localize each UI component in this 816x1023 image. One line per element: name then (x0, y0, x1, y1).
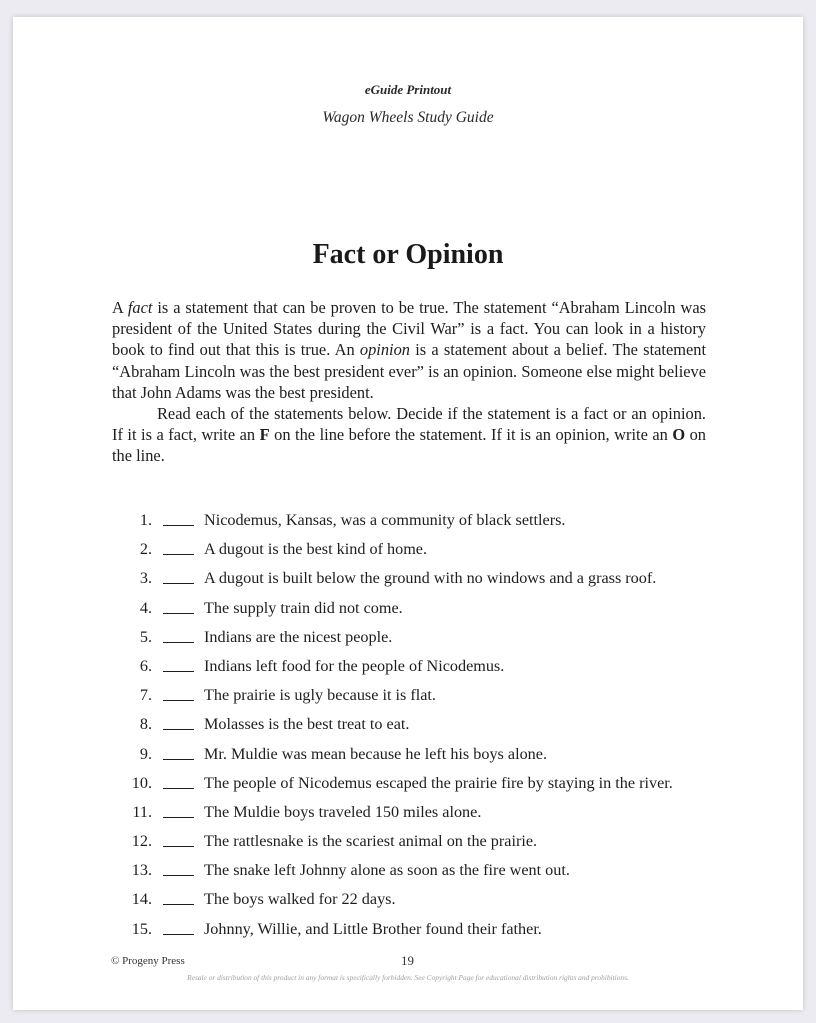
question-statement: The rattlesnake is the scariest animal on the prairie. (204, 832, 538, 851)
question-item (112, 774, 732, 803)
intro-paragraph-definition (112, 297, 706, 403)
question-number: 5. (139, 627, 152, 646)
footer-copyright: © Progeny Press (111, 955, 185, 967)
answer-blank[interactable] (163, 688, 194, 701)
question-item (112, 511, 732, 540)
question-number: 10. (131, 773, 152, 792)
answer-blank[interactable] (163, 513, 194, 526)
answer-blank[interactable] (163, 747, 194, 760)
question-statement: Mr. Muldie was mean because he left his boys alone. (204, 744, 547, 763)
question-number: 8. (139, 715, 152, 734)
question-statement: Molasses is the best treat to eat. (204, 715, 410, 734)
answer-blank[interactable] (163, 601, 194, 614)
answer-blank[interactable] (163, 892, 194, 905)
question-item (112, 803, 732, 832)
question-item (112, 628, 732, 657)
page-number: 19 (401, 953, 414, 968)
question-number: 13. (131, 861, 152, 880)
question-number: 1. (139, 511, 152, 529)
question-statement: A dugout is the best kind of home. (204, 540, 428, 559)
question-statement: The boys walked for 22 days. (204, 890, 396, 909)
answer-blank[interactable] (163, 922, 194, 935)
question-number: 3. (139, 569, 152, 588)
question-statement: Nicodemus, Kansas, was a community of black settlers. (204, 511, 566, 529)
header-subtitle: eGuide Printout (364, 82, 452, 97)
question-item (112, 657, 732, 686)
question-item (112, 832, 732, 861)
header-title: Wagon Wheels Study Guide (322, 109, 494, 126)
question-number: 7. (139, 686, 152, 705)
intro-text-segment: A (112, 298, 128, 317)
question-number: 14. (131, 890, 152, 909)
question-number: 4. (139, 598, 152, 617)
fact-letter: F (259, 425, 270, 445)
question-number: 9. (139, 744, 152, 763)
question-item (112, 540, 732, 569)
instructions-text-segment: on the line before the statement. If it is an opinion, write an (269, 425, 673, 445)
question-number: 11. (132, 802, 152, 821)
question-item (112, 920, 732, 949)
opinion-letter: O (672, 425, 686, 445)
document-page (13, 17, 803, 1010)
question-item (112, 569, 732, 598)
answer-blank[interactable] (163, 659, 194, 672)
instructions-text-segment: Read each of the statements below. Decide if the statement is a fact or an opinion. If it is a fact, write an (112, 404, 706, 445)
answer-blank[interactable] (163, 863, 194, 876)
question-statement: The snake left Johnny alone as soon as the fire went out. (204, 861, 570, 880)
question-number: 12. (131, 832, 152, 851)
answer-blank[interactable] (163, 717, 194, 730)
question-statement: Indians are the nicest people. (204, 627, 393, 646)
intro-paragraph-instructions (112, 403, 706, 467)
question-item (112, 890, 732, 919)
answer-blank[interactable] (163, 805, 194, 818)
question-item (112, 715, 732, 744)
question-number: 6. (139, 656, 152, 675)
fact-term: fact (127, 298, 153, 317)
question-item (112, 599, 732, 628)
question-list (112, 511, 732, 949)
answer-blank[interactable] (163, 571, 194, 584)
answer-blank[interactable] (163, 834, 194, 847)
answer-blank[interactable] (163, 542, 194, 555)
question-number: 2. (139, 540, 152, 559)
intro-text-segment: is a statement about a belief. The statement “Abraham Lincoln was the best president ever” is an opinion. Someone else might believe that John Adams was the best president. (112, 340, 706, 402)
question-statement: The Muldie boys traveled 150 miles alone. (204, 802, 482, 821)
question-item (112, 745, 732, 774)
question-statement: Indians left food for the people of Nicodemus. (204, 656, 505, 675)
question-statement: The supply train did not come. (204, 598, 403, 617)
answer-blank[interactable] (163, 776, 194, 789)
intro-text (112, 297, 706, 467)
footer-notice: Resale or distribution of this product in any format is specifically forbidden. See Copyright Page for educational distribution rights and prohibitions. (187, 973, 629, 982)
question-statement: A dugout is built below the ground with no windows and a grass roof. (204, 569, 657, 588)
opinion-term: opinion (359, 340, 410, 360)
answer-blank[interactable] (163, 630, 194, 643)
question-item (112, 686, 732, 715)
question-statement: The prairie is ugly because it is flat. (204, 686, 436, 705)
page-title: Fact or Opinion (312, 239, 504, 270)
question-statement: The people of Nicodemus escaped the prairie fire by staying in the river. (204, 773, 673, 792)
intro-text-segment: is a statement that can be proven to be true. The statement “Abraham Lincoln was president of the United States during the Civil War” is a fact. You can look in a history book to find out that this is true. An (112, 298, 706, 360)
question-item (112, 861, 732, 890)
question-statement: Johnny, Willie, and Little Brother found their father. (204, 919, 542, 938)
instructions-text-segment: on the line. (112, 425, 706, 466)
question-number: 15. (131, 919, 152, 938)
